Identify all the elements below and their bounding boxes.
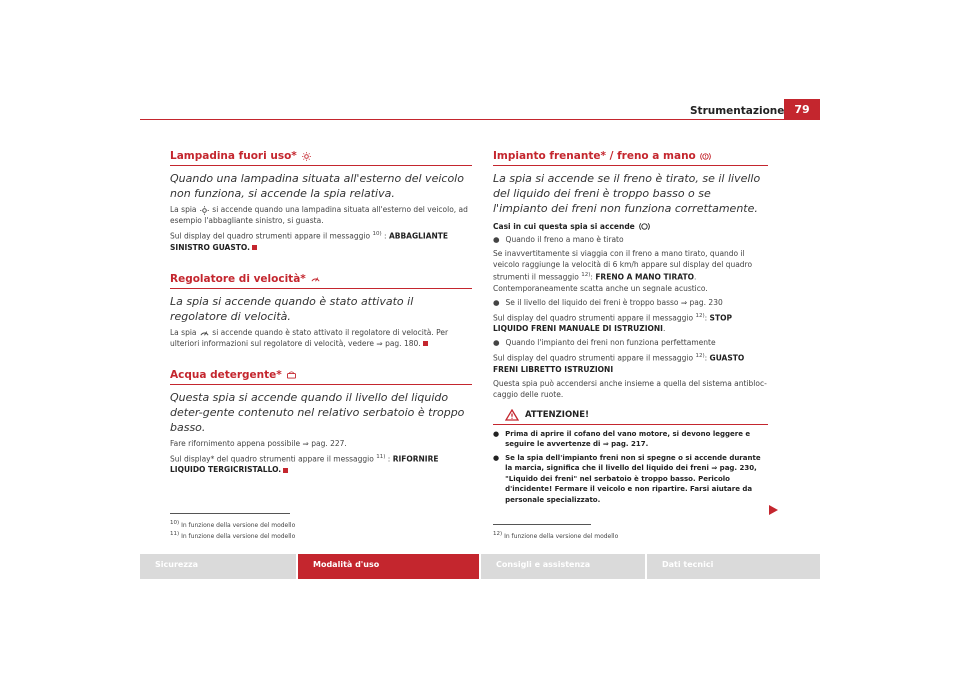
- display-message: STOP LIQUIDO FRENI MANUALE DI ISTRUZIONI: [493, 313, 732, 333]
- paragraph: [493, 351, 768, 375]
- warning-title: ATTENZIONE!: [525, 409, 589, 420]
- text: :: [590, 272, 593, 282]
- continue-arrow-icon: [769, 505, 778, 515]
- section-heading: [170, 150, 472, 162]
- bullet-icon: ●: [493, 429, 500, 438]
- bullet-icon: ●: [493, 453, 500, 462]
- text: Sul display del quadro strumenti appare il messaggio: [493, 353, 694, 363]
- footnote: [170, 519, 295, 530]
- section-lead: Questa spia si accende quando il livello del liquido deter-gente contenuto nel relativo serbatoio è troppo basso.: [170, 390, 465, 434]
- text: Sul display del quadro strumenti appare il messaggio: [493, 313, 694, 322]
- warning-triangle-icon: [505, 409, 519, 421]
- section-heading: [170, 273, 472, 285]
- footnote: [170, 530, 295, 541]
- text: Se inavvertitamente si viaggia con il freno a mano tirato, quando il veicolo raggiunge la velocità di 6 km/h appare sul display del quadro strumenti il messaggio: [493, 249, 753, 282]
- footnote: [493, 530, 618, 541]
- section-rule: [170, 384, 472, 385]
- display-message: GUASTO FRENI LIBRETTO ISTRUZIONI: [493, 353, 745, 374]
- footnote-ref: 11): [376, 453, 386, 460]
- display-message: ABBAGLIANTE SINISTRO GUASTO.: [170, 231, 449, 252]
- text: :: [387, 454, 391, 463]
- bullet-text: Se il livello del liquido dei freni è troppo basso ⇒ pag. 230: [505, 297, 723, 307]
- paragraph: [170, 229, 472, 253]
- section-title: Impianto frenante* / freno a mano: [493, 150, 696, 162]
- page-number: 79: [784, 99, 820, 119]
- left-column: [170, 150, 472, 478]
- page-header-title: Strumentazione: [690, 105, 785, 117]
- text: La spia: [170, 327, 197, 337]
- section-title: Lampadina fuori uso*: [170, 150, 297, 162]
- section-heading: [170, 369, 472, 381]
- text: si accende quando è stato attivato il regolatore di velocità. Per ulteriori informazioni sul regolatore di velocità, vedere ⇒ pag. 180.: [170, 327, 449, 348]
- warning-text: Prima di aprire il cofano del vano motore, si devono leggere e seguire le avvertenze di ⇒ pag. 217.: [505, 429, 751, 448]
- footer-tab-sicurezza[interactable]: Sicurezza: [140, 554, 296, 579]
- bullet-item: [493, 337, 768, 348]
- subheading: [493, 222, 768, 231]
- bulb-warning-icon: [199, 206, 210, 215]
- paragraph: [170, 327, 472, 349]
- paragraph: [170, 452, 472, 476]
- section-regolatore: [170, 273, 472, 349]
- paragraph: Questa spia può accendersi anche insieme a quella del sistema antibloc-caggio delle ruote.: [493, 378, 767, 399]
- section-rule: [170, 288, 472, 289]
- display-message: FRENO A MANO TIRATO: [595, 272, 694, 282]
- footnote-rule: [493, 524, 591, 525]
- footnote-text: In funzione della versione del modello: [504, 533, 619, 540]
- text: :: [384, 231, 387, 241]
- section-lead: La spia si accende se il freno è tirato, se il livello del liquido dei freni è troppo basso o se l'impianto dei freni non funziona correttamente.: [493, 172, 761, 215]
- text: La spia: [170, 205, 197, 214]
- bullet-item: [493, 297, 768, 308]
- warning-heading: [493, 409, 768, 421]
- right-footnotes: [493, 524, 618, 541]
- warning-text: Se la spia dell'impianto freni non si spegne o si accende durante la marcia, significa che il livello del liquido dei freni ⇒ pag. 230, "Liquido dei freni" nel serbatoio è troppo basso. Pericolo d'incidente! Fermare il veicolo e non ripartire. Farsi aiutare da personale specializzato.: [505, 453, 761, 504]
- bullet-item: [493, 234, 768, 245]
- section-title: Regolatore di velocità*: [170, 272, 306, 285]
- bullet-icon: ●: [493, 297, 500, 307]
- footnote-number: 10): [170, 520, 180, 526]
- display-message: RIFORNIRE LIQUIDO TERGICRISTALLO.: [170, 454, 439, 474]
- warning-rule: [493, 424, 768, 425]
- footnote-ref: 12): [581, 272, 591, 278]
- text: si accende quando una lampadina situata all'esterno del veicolo, ad esempio l'abbagliante sinistro, si guasta.: [170, 205, 468, 225]
- cruise-control-icon: [310, 274, 321, 283]
- paragraph: [170, 204, 472, 226]
- text: :: [704, 353, 708, 363]
- footer-tab-dati-tecnici[interactable]: Dati tecnici: [647, 554, 820, 579]
- text: :: [704, 313, 708, 322]
- footnote-number: 11): [170, 531, 180, 537]
- section-end-marker: [283, 468, 288, 473]
- section-title: Acqua detergente*: [170, 368, 282, 381]
- cruise-control-icon: [199, 328, 210, 337]
- brake-warning-icon: [700, 152, 711, 161]
- brake-warning-icon: [639, 222, 650, 231]
- footnote-number: 12): [493, 531, 503, 537]
- paragraph: [493, 311, 768, 335]
- paragraph: [493, 248, 768, 294]
- section-end-marker: [423, 341, 428, 346]
- bullet-text: Quando l'impianto dei freni non funziona perfettamente: [505, 338, 716, 347]
- footer-tab-consigli-e-assistenza[interactable]: Consigli e assistenza: [481, 554, 645, 579]
- footnote-ref: 12): [695, 312, 705, 319]
- section-lead: La spia si accende quando è stato attivato il regolatore di velocità.: [170, 294, 414, 323]
- footnote-rule: [170, 513, 290, 514]
- section-acqua: [170, 369, 472, 476]
- bullet-icon: ●: [493, 235, 500, 244]
- footnote-ref: 12): [695, 353, 705, 359]
- text: Sul display del quadro strumenti appare il messaggio: [170, 231, 371, 241]
- warning-box: [493, 409, 768, 506]
- footnote-text: In funzione della versione del modello: [181, 533, 296, 540]
- section-rule: [170, 165, 472, 166]
- bullet-icon: ●: [493, 338, 500, 347]
- subheading-text: Casi in cui questa spia si accende: [493, 222, 635, 231]
- paragraph: Fare rifornimento appena possibile ⇒ pag. 227.: [170, 438, 347, 448]
- section-lead: Quando una lampadina situata all'esterno del veicolo non funziona, si accende la spia relativa.: [170, 172, 464, 200]
- footer-tab-modalita-duso[interactable]: Modalità d'uso: [298, 554, 479, 579]
- section-lampadina: [170, 150, 472, 253]
- footnote-text: In funzione della versione del modello: [181, 522, 296, 529]
- header-rule: [140, 119, 820, 120]
- warning-item: [493, 453, 768, 506]
- right-column: [493, 150, 768, 508]
- bullet-text: Quando il freno a mano è tirato: [505, 235, 624, 244]
- bulb-warning-icon: [301, 152, 312, 161]
- section-rule: [493, 165, 768, 166]
- section-heading: [493, 150, 768, 162]
- text: .: [662, 324, 666, 333]
- footnote-ref: 10): [372, 231, 382, 237]
- text: Sul display* del quadro strumenti appare il messaggio: [170, 454, 374, 463]
- section-end-marker: [252, 245, 257, 250]
- washer-fluid-icon: [286, 370, 297, 379]
- text: . Contemporaneamente scatta anche un segnale acustico.: [493, 272, 708, 293]
- warning-item: [493, 429, 768, 450]
- left-footnotes: [170, 513, 295, 541]
